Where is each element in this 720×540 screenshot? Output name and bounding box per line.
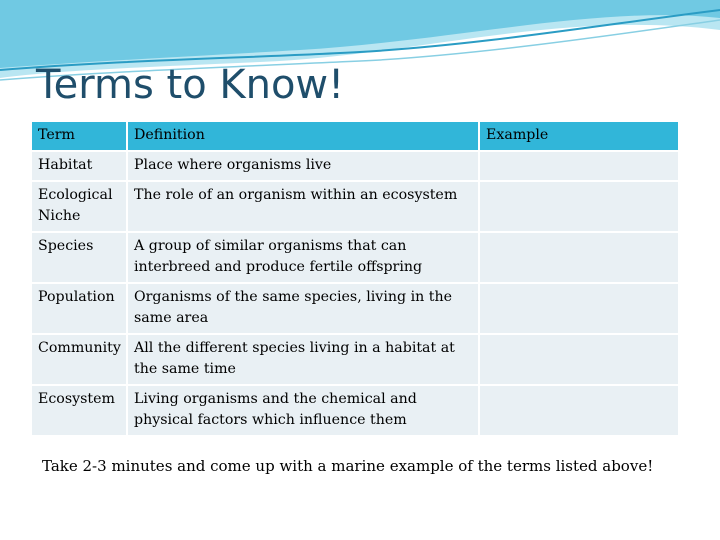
table-header-row xyxy=(31,121,679,151)
header-example: Example xyxy=(479,121,679,151)
table-row xyxy=(31,334,679,385)
instruction-text: Take 2-3 minutes and come up with a marine example of the terms listed above! xyxy=(42,457,654,475)
table-row xyxy=(31,181,679,232)
definition-cell: A group of similar organisms that can interbreed and produce fertile offspring xyxy=(127,232,479,283)
term-cell: Community xyxy=(31,334,127,385)
table-row xyxy=(31,232,679,283)
definition-cell: All the different species living in a habitat at the same time xyxy=(127,334,479,385)
definition-cell: Organisms of the same species, living in the same area xyxy=(127,283,479,334)
terms-table xyxy=(30,120,680,437)
term-cell: Ecological Niche xyxy=(31,181,127,232)
example-cell xyxy=(479,283,679,334)
example-cell xyxy=(479,232,679,283)
table-row xyxy=(31,151,679,181)
header-definition: Definition xyxy=(127,121,479,151)
term-cell: Habitat xyxy=(31,151,127,181)
table-row xyxy=(31,385,679,436)
slide-title: Terms to Know! xyxy=(36,62,345,108)
header-term: Term xyxy=(31,121,127,151)
definition-cell: The role of an organism within an ecosystem xyxy=(127,181,479,232)
example-cell xyxy=(479,334,679,385)
table-row xyxy=(31,283,679,334)
example-cell xyxy=(479,181,679,232)
definition-cell: Living organisms and the chemical and physical factors which influence them xyxy=(127,385,479,436)
definition-cell: Place where organisms live xyxy=(127,151,479,181)
example-cell xyxy=(479,385,679,436)
term-cell: Species xyxy=(31,232,127,283)
example-cell xyxy=(479,151,679,181)
term-cell: Population xyxy=(31,283,127,334)
term-cell: Ecosystem xyxy=(31,385,127,436)
